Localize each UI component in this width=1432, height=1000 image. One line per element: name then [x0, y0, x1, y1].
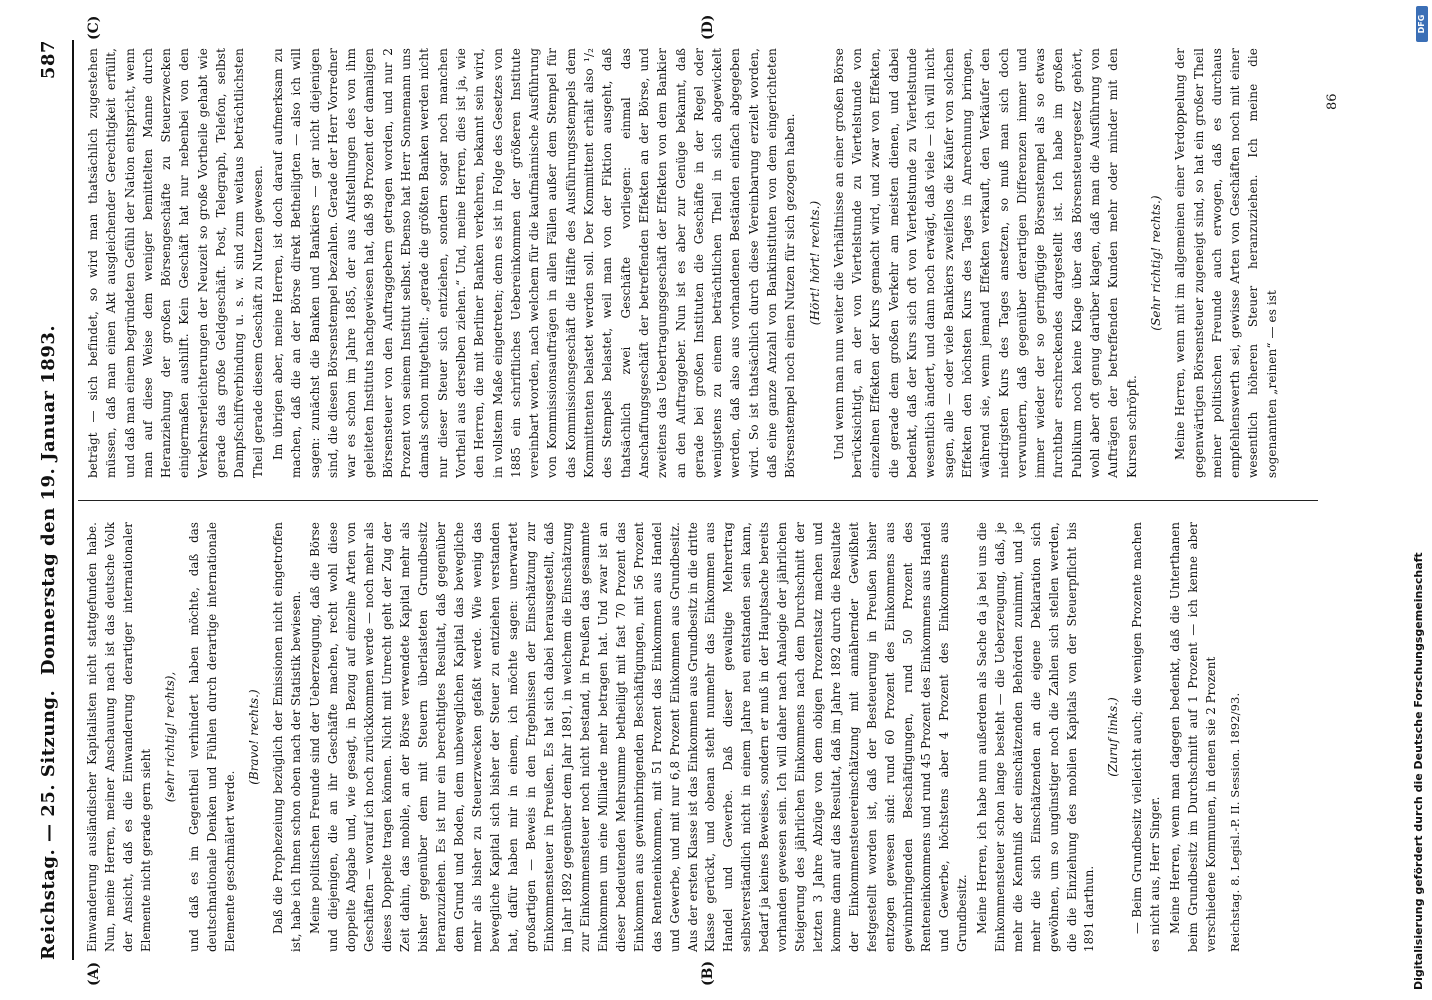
- paragraph: Meine Herren, wenn mit im allgemeinen einer Verdoppelung der gegenwärtigen Börsensteuer zugeneigt sind, so hat ein großer Theil meiner politischen Freunde auch erwogen, daß es durchaus empfehlenswerth sei, gewisse Arten von Geschäften noch mit einer wesentlich höheren Steuer heranzuziehen. Ich meine die sogenannten „reinen“ — es ist: [1173, 48, 1279, 478]
- margin-mark-a: (A): [86, 961, 102, 986]
- paragraph: Meine politischen Freunde sind der Ueberzeugung, daß die Börse und diejenigen, die an ihr Geschäfte machen, recht wohl diese doppelte Abgabe und, wie gesagt, in Bezug auf einzelne Arten von Geschäften — worauf ich noch zurückkommen werde — noch mehr als dieses Doppelte tragen können. Nicht mit Unrecht geht der Zug der Zeit dahin, das mobile, an der Börse verwendete Kapital mehr als bisher gegenüber dem mit Steuern überlasteten Grundbesitz heranzuziehen. Es ist nur ein berechtigtes Resultat, daß gegenüber dem Grund und Boden, dem unbeweglichen Kapital das bewegliche mehr als bisher zu Steuerzwecken gefaßt werde. Wie wenig das bewegliche Kapital sich bisher der Steuer zu entziehen verstanden hat, dafür haben mir in einem, ich möchte sagen: unerwartet großartigen — Beweis in den Ergebnissen der Einschätzung zur Einkommensteuer in Preußen. Es hat sich dabei herausgestellt, daß im Jahr 1892 gegenüber dem Jahr 1891, in welchem die Einschätzung zur Einkommensteuer noch nicht bestand, in Preußen das gesammte Einkommen um eine Milliarde mehr betragen hat. Und zwar ist an dieser bedeutenden Mehrsumme betheiligt mit fast 70 Prozent das Einkommen aus gewinnbringenden Beschäftigungen, mit 56 Prozent das Renteneinkommen, mit 51 Prozent das Einkommen aus Handel und Gewerbe, und mit nur 6,8 Prozent Einkommen aus Grundbesitz. Aus der ersten Klasse ist das Einkommen aus Grundbesitz in die dritte Klasse gerückt, und obenan steht nunmehr das Einkommen aus Handel und Gewerbe. Daß dieser gewaltige Mehrertrag selbstverständlich nicht in einem Jahre neu entstanden sein kann, bedarf ja keines Beweises, sondern er muß in der Hauptsache bereits vorhanden gewesen sein. Ich will daher nach Analogie der jährlichen Steigerung des jährlichen Einkommens nach dem Durchschnitt der letzten 3 Jahre Abzüge von dem obigen Prozentsatz machen und komme dann auf das Resultat, daß im Jahre 1892 durch die Resultate der Einkommensteuereinschätzung mit annähernder Gewißheit festgestellt worden ist, daß der Besteuerung in Preußen bisher entzogen gewesen sind: rund 60 Prozent des Einkommens aus gewinnbringenden Beschäftigungen, rund 50 Prozent des Renteneinkommens und rund 45 Prozent des Einkommens aus Handel und Gewerbe, höchstens aber 4 Prozent des Einkommens aus Grundbesitz.: [308, 522, 969, 952]
- paragraph: Meine Herren, ich habe nun außerdem als Sache da ja bei uns die Einkommensteuer schon lange besteht — die Ueberzeugung, daß, je mehr die Kenntniß der einschätzenden Behörden zunimmt, und je mehr die sich Einschätzenden an die eigene Deklaration sich gewöhnen, um so ungünstiger noch die Zahlen sich stellen werden, die die Einziehung des mobilen Kapitals von der Steuerpflicht bis 1891 darthun.: [974, 522, 1097, 952]
- paragraph: beträgt — sich befindet, so wird man thatsächlich zugestehen müssen, daß man einen Akt ausgleichender Gerechtigkeit erfüllt, und daß man einem begründeten Gefühl der Nation entspricht, wenn man auf diese Weise dem weniger bemittelten Manne durch Heranziehung der großen Börsengeschäfte zu Steuerzwecken einigermaßen aushilft. Kein Geschäft hat nur nebenbei von den Verkehrserleichterungen der Neuzeit so große Vortheile gehabt wie gerade das große Geldgeschäft. Post, Telegraph, Telefon, selbst Dampfschiffverbindung u. s. w. sind zum weitaus beträchtlichsten Theil gerade diesem Geschäft zu Nutzen gewesen.: [86, 48, 265, 478]
- interjection: (Bravo! rechts.): [246, 689, 261, 785]
- header-left: Reichstag. — 25. Sitzung.: [38, 689, 59, 960]
- page-header: [30, 40, 70, 960]
- interjection: (Zuruf links.): [1106, 697, 1121, 777]
- header-date: Donnerstag den 19. Januar 1893.: [38, 324, 59, 676]
- margin-mark-c: (C): [86, 15, 102, 40]
- column-divider: [78, 500, 1318, 501]
- paragraph: Daß die Prophezeiung bezüglich der Emissionen nicht eingetroffen ist, habe ich Ihnen schon oben nach der Statistik bewiesen.: [270, 522, 303, 952]
- session-footnote: Reichstag. 8. Legisl.-P. II. Session. 1892/93.: [1228, 692, 1243, 952]
- paragraph: und daß es im Gegentheil verhindert haben möchte, daß das deutschnationale Denken und Fühlen durch derartige internationale Elemente geschmälert werde.: [186, 522, 237, 952]
- interjection: (Hört! hört! rechts.): [807, 200, 822, 326]
- dfg-logo-icon: [1416, 6, 1428, 42]
- left-column: [84, 522, 1257, 952]
- margin-mark-d: (D): [700, 14, 716, 40]
- credit-text: Digitalisierung gefördert durch die Deutsche Forschungsgemeinschaft: [1412, 552, 1425, 990]
- page-number: 587: [38, 40, 59, 80]
- sheet-signature: 86: [1325, 93, 1340, 110]
- paragraph: Und wenn man nun weiter die Verhältnisse an einer großen Börse berücksichtigt, an der von Viertelstunde zu Viertelstunde von einzelnen Effekten der Kurs gemacht wird, und zwar von Effekten, die gerade dem großen Verkehr am meisten dienen, und dabei bedenkt, daß der Kurs sich oft von Viertelstunde zu Viertelstunde wesentlich ändert, und dann noch erwägt, daß viele — ich will nicht sagen, alle — oder viele Bankiers zweifellos die Käufer von solchen Effekten den höchsten Kurs des Tages in Anrechnung bringen, während sie, wenn jemand Effekten verkauft, den Verkäufer den niedrigsten Kurs des Tages ansetzen, so muß man sich doch verwundern, daß gegenüber derartigen Differenzen immer und immer wieder der so geringfügige Börsenstempel als so etwas furchtbar erschreckendes dargestellt ist. Ich habe im großen Publikum noch keine Klage über das Börsensteuergesetz gehört, wohl aber oft genug darüber klagen, daß man die Ausführung von Aufträgen der betreffenden Kunden mehr oder minder mit den Kursen schröpft.: [831, 48, 1139, 478]
- interjection: (Sehr richtig! rechts.): [1148, 195, 1163, 331]
- paragraph: Im übrigen aber, meine Herren, ist doch darauf aufmerksam zu machen, daß die an der Börse direkt Betheiligten — also ich will sagen: zunächst die Banken und Bankiers — gar nicht diejenigen sind, die diesen Börsenstempel bezahlen. Gerade der Herr Vorredner war es schon im Jahre 1885, der aus Aufstellungen des von ihm geleiteten Instituts nachgewiesen hat, daß 98 Prozent der damaligen Börsensteuer von den Auftraggebern getragen worden, und nur 2 Prozent von seinem Institut selbst. Ebenso hat Herr Sonnemann uns damals schon mitgetheilt: „gerade die größten Banken werden nicht nur dieser Steuer sich entziehen, sondern sogar noch manchen Vortheil aus derselben ziehen.“ Und, meine Herren, dies ist ja, wie den Herren, die mit Berliner Banken verkehren, bekannt sein wird, in vollstem Maße eingetreten; denn es ist in Folge des Gesetzes von 1885 ein schriftliches Uebereinkommen der größeren Institute vereinbart worden, nach welchem für die kaufmännische Ausführung von Kommissionsaufträgen in allen Fällen außer dem Stempel für das Kommissionsgeschäft die Hälfte des Ausführungsstempels dem Kommittenten belastet werden soll. Der Kommittent erhält also ¹/₂ des Stempels belastet, weil man von der Fiktion ausgeht, daß thatsächlich zwei Geschäfte vorliegen: einmal das Anschaffungsgeschäft der betreffenden Effekten an der Börse, und zweitens das Uebertragungsgeschäft der Effekten von dem Bankier an den Auftraggeber. Nun ist es aber zur Genüge bekannt, daß gerade bei großen Instituten die Geschäfte in der Regel oder wenigstens zu einem beträchtlichen Theil in sich abgewickelt werden, daß also aus vorhandenen Beständen einfach abgegeben wird. So ist thatsächlich durch diese Vereinbarung erzielt worden, daß eine ganze Anzahl von Bankinstituten von dem eingerichteten Börsenstempel noch einen Nutzen für sich gezogen haben.: [270, 48, 798, 478]
- margin-mark-b: (B): [700, 960, 716, 986]
- paragraph: Einwanderung ausländischer Kapitalisten nicht stattgefunden habe. Nun, meine Herren, meiner Anschauung nach ist das deutsche Volk der Ansicht, daß es die Einwanderung derartiger internationaler Elemente nicht gerade gern sieht: [85, 522, 153, 952]
- paragraph: — Beim Grundbesitz vielleicht auch; die wenigen Prozente machen es nicht aus, Herr Singer.: [1130, 522, 1163, 952]
- right-column: [84, 48, 1283, 478]
- interjection: (sehr richtig! rechts),: [162, 671, 177, 803]
- dfg-logo-text: DFG: [1417, 14, 1426, 34]
- header-rule: [72, 40, 74, 960]
- paragraph: Meine Herren, wenn man dagegen bedenkt, daß die Unterthanen beim Grundbesitz im Durchschnitt auf 1 Prozent — ich kenne aber verschiedene Kommunen, in denen sie 2 Prozent: [1168, 522, 1219, 952]
- digitization-credit: [1400, 0, 1430, 1000]
